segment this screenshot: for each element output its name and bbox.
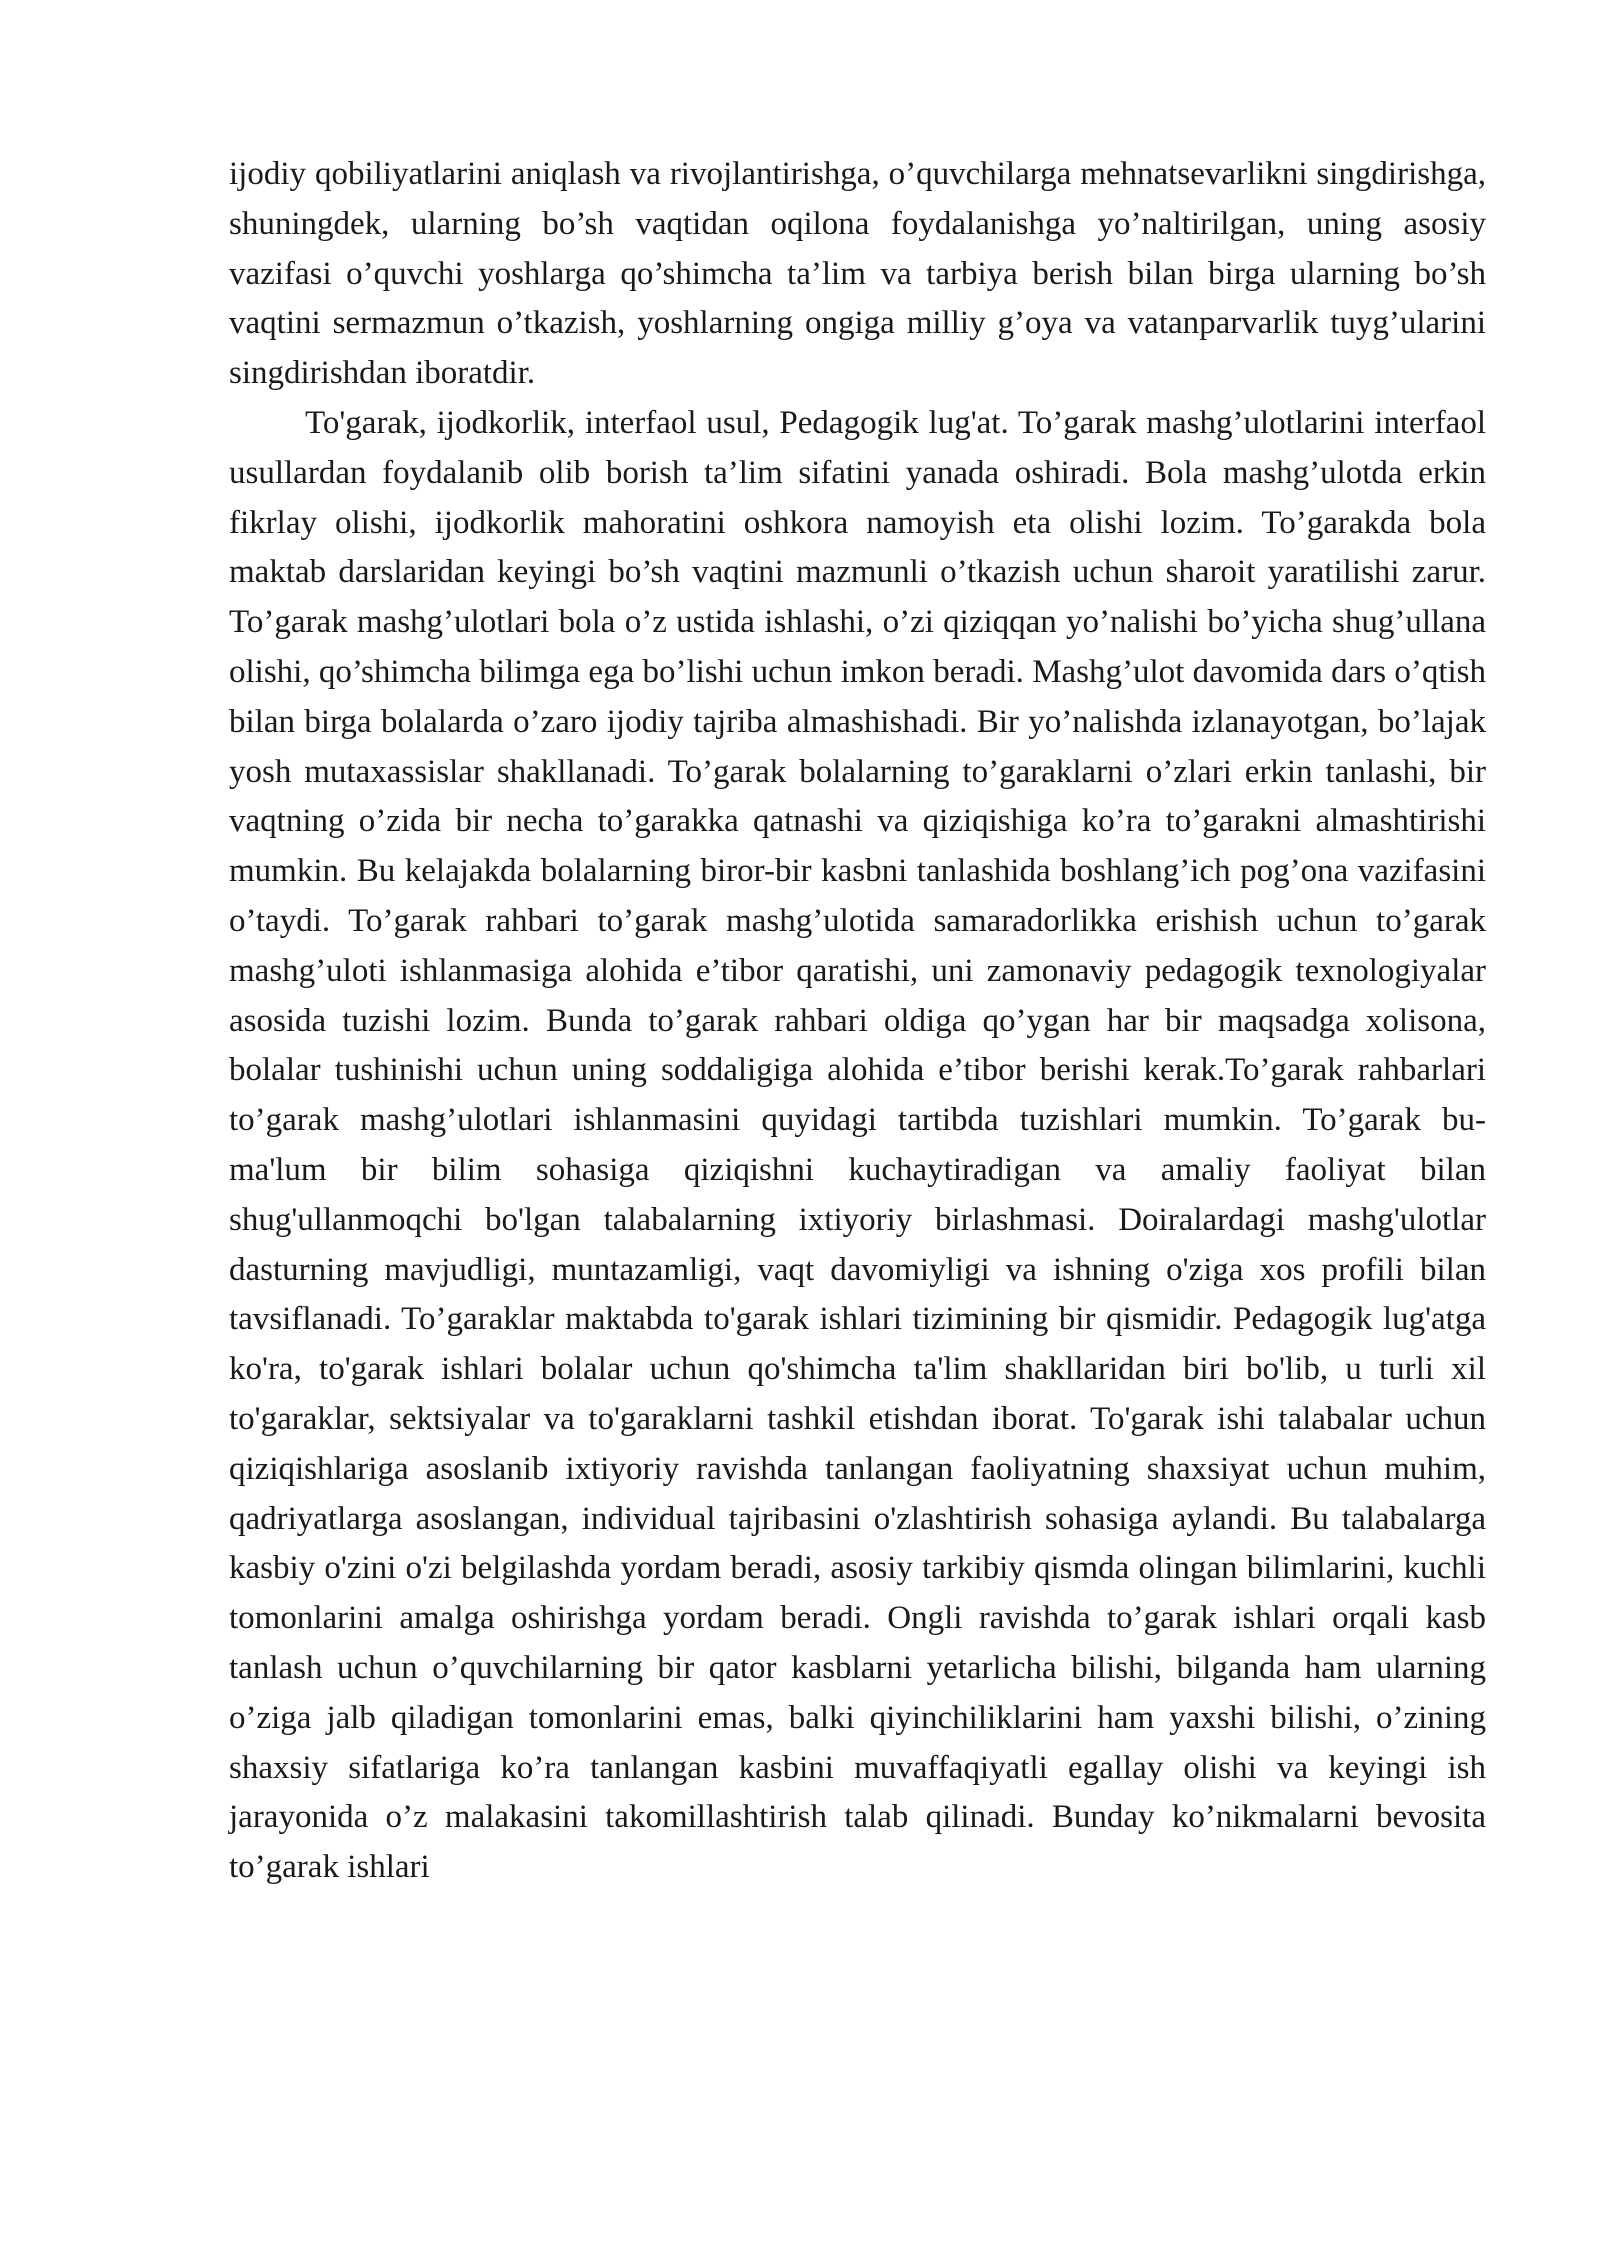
document-page (229, 150, 1486, 1893)
paragraph-2: To'garak, ijodkorlik, interfaol usul, Pedagogik lug'at. To’garak mashg’ulotlarini interfaol usullardan foydalanib olib borish ta’lim sifatini yanada oshiradi. Bola mashg’ulotda erkin fikrlay olishi, ijodkorlik mahoratini oshkora namoyish eta olishi lozim. To’garakda bola maktab darslaridan keyingi bo’sh vaqtini mazmunli o’tkazish uchun sharoit yaratilishi zarur. To’garak mashg’ulotlari bola o’z ustida ishlashi, o’zi qiziqqan yo’nalishi bo’yicha shug’ullana olishi, qo’shimcha bilimga ega bo’lishi uchun imkon beradi. Mashg’ulot davomida dars o’qtish bilan birga bolalarda o’zaro ijodiy tajriba almashishadi. Bir yo’nalishda izlanayotgan, bo’lajak yosh mutaxassislar shakllanadi. To’garak bolalarning to’garaklarni o’zlari erkin tanlashi, bir vaqtning o’zida bir necha to’garakka qatnashi va qiziqishiga ko’ra to’garakni almashtirishi mumkin. Bu kelajakda bolalarning biror-bir kasbni tanlashida boshlang’ich pog’ona vazifasini o’taydi. To’garak rahbari to’garak mashg’ulotida samaradorlikka erishish uchun to’garak mashg’uloti ishlanmasiga alohida e’tibor qaratishi, uni zamonaviy pedagogik texnologiyalar asosida tuzishi lozim. Bunda to’garak rahbari oldiga qo’ygan har bir maqsadga xolisona, bolalar tushinishi uchun uning soddaligiga alohida e’tibor berishi kerak.To’garak rahbarlari to’garak mashg’ulotlari ishlanmasini quyidagi tartibda tuzishlari mumkin. To’garak bu- ma'lum bir bilim sohasiga qiziqishni kuchaytiradigan va amaliy faoliyat bilan shug'ullanmoqchi bo'lgan talabalarning ixtiyoriy birlashmasi. Doiralardagi mashg'ulotlar dasturning mavjudligi, muntazamligi, vaqt davomiyligi va ishning o'ziga xos profili bilan tavsiflanadi. To’garaklar maktabda to'garak ishlari tizimining bir qismidir. Pedagogik lug'atga ko'ra, to'garak ishlari bolalar uchun qo'shimcha ta'lim shakllaridan biri bo'lib, u turli xil to'garaklar, sektsiyalar va to'garaklarni tashkil etishdan iborat. To'garak ishi talabalar uchun qiziqishlariga asoslanib ixtiyoriy ravishda tanlangan faoliyatning shaxsiyat uchun muhim, qadriyatlarga asoslangan, individual tajribasini o'zlashtirish sohasiga aylandi. Bu talabalarga kasbiy o'zini o'zi belgilashda yordam beradi, asosiy tarkibiy qismda olingan bilimlarini, kuchli tomonlarini amalga oshirishga yordam beradi. Ongli ravishda to’garak ishlari orqali kasb tanlash uchun o’quvchilarning bir qator kasblarni yetarlicha bilishi, bilganda ham ularning o’ziga jalb qiladigan tomonlarini emas, balki qiyinchiliklarini ham yaxshi bilishi, o’zining shaxsiy sifatlariga ko’ra tanlangan kasbini muvaffaqiyatli egallay olishi va keyingi ish jarayonida o’z malakasini takomillashtirish talab qilinadi. Bunday ko’nikmalarni bevosita to’garak ishlari (229, 404, 1486, 1886)
paragraph-1: ijodiy qobiliyatlarini aniqlash va rivojlantirishga, o’quvchilarga mehnatsevarlikni singdirishga, shuningdek, ularning bo’sh vaqtidan oqilona foydalanishga yo’naltirilgan, uning asosiy vazifasi o’quvchi yoshlarga qo’shimcha ta’lim va tarbiya berish bilan birga ularning bo’sh vaqtini sermazmun o’tkazish, yoshlarning ongiga milliy g’oya va vatanparvarlik tuyg’ularini singdirishdan iboratdir. (229, 156, 1486, 392)
